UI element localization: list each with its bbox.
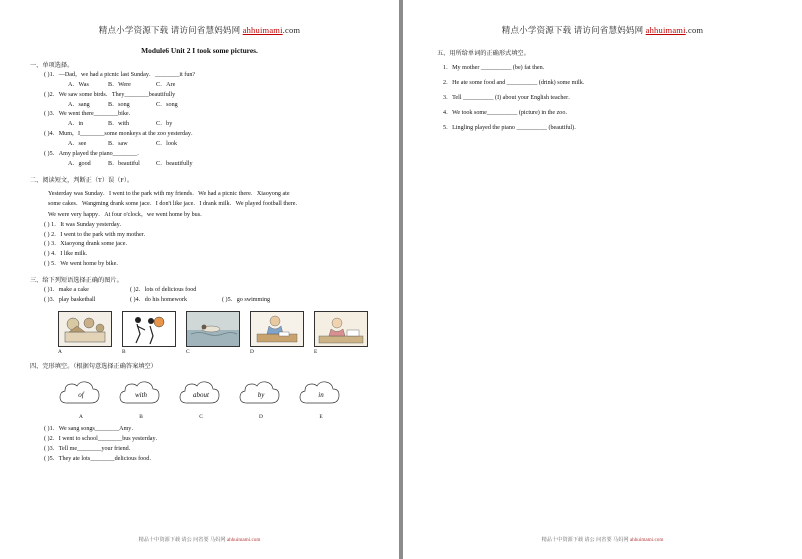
option-a: A．Was [68,81,89,88]
option-c: C．look [156,141,177,148]
section-3-heading: 三、给下列短语选择正确的图片。 [30,276,123,284]
section-2-heading: 二、阅读短文，判断正（T）误（F）。 [30,176,134,184]
picture-swimming-image [186,311,240,347]
picture-d [250,311,304,357]
cloze-item: ( )1．We sang songs________Amy． [44,426,138,433]
picture-e [314,311,368,357]
right-content [403,46,802,136]
match-item: ( )1．make a cake [44,287,89,293]
watermark-top-link: ahhuimami [242,25,283,35]
cloud-word-by [238,379,284,413]
option-a: A．in [68,121,84,128]
question-options [68,101,373,111]
passage-line: Yesterday was Sunday．I went to the park with my friends．We had a picnic there．Xiaoyong ate [48,190,290,197]
watermark-top-text: 精点小学资源下载 请访问省慧妈妈网 [98,25,243,35]
food-icon [315,312,367,346]
passage-line: some cakes．Wangming drank some jace．I don't like jace．I drank milk．We played football there． [48,201,302,208]
homework-icon [251,312,303,346]
cloud-word: with [134,390,148,399]
fill-blank-item: 3．Tell __________ (I) about your English teacher． [443,95,575,102]
picture-label: D [250,348,254,355]
option-a: A．see [68,141,87,148]
question-text: ( )5．Amy played the piano________． [44,150,144,157]
picture-label: A [58,348,62,355]
cloud-word: by [257,390,265,399]
page-left [0,0,399,559]
watermark-bottom-text: 精品十中资源下载 请公 问省要 马妈网 [541,537,629,543]
picture-row [58,311,373,357]
question-options [68,120,373,130]
tf-item: ( ) 3．Xiaoyong drank some jace． [44,241,132,248]
question-block [30,110,373,130]
picture-cake-image [58,311,112,347]
question-text: ( )1．—Dad，we had a picnic last Sunday．________it fun? [44,72,196,79]
cloud-label: C [199,413,203,420]
watermark-top-suffix: .com [685,25,704,35]
cloze-item: ( )3．Tell me________your friend． [44,445,135,452]
picture-food-image [314,311,368,347]
option-a: A．sang [68,101,90,108]
picture-label: C [186,348,190,355]
watermark-bottom-right [403,536,802,543]
cloud-label: E [319,413,323,420]
fill-blank-item: 2．He ate some food and __________ (drink) some milk． [443,80,589,87]
cloud-label: A [79,413,83,420]
cloud-word-bank [58,379,373,413]
question-options [68,81,373,91]
question-block [30,71,373,91]
reading-passage [48,189,373,221]
question-text: ( )2．We saw some birds．They________beautifully [44,91,176,98]
option-c: C．Are [156,81,176,88]
match-item: ( )2．lots of delicious food [130,287,197,293]
watermark-bottom-text: 精品十中资源下载 请公 问省要 马妈网 [138,537,226,543]
option-c: C．by [156,121,173,128]
cloze-item: ( )2．I went to school________bus yesterday． [44,436,162,443]
watermark-top-left [0,24,399,36]
cloud-word-in [298,379,344,413]
option-a: A．good [68,160,91,167]
question-block [30,130,373,150]
watermark-top-suffix: .com [282,25,301,35]
question-block [30,91,373,111]
cloud-label-row [58,413,373,422]
left-content [0,61,399,465]
picture-a [58,311,112,357]
section-1-heading: 一、单项选择。 [30,62,74,69]
match-item: ( )3．play basketball [44,296,96,303]
picture-label: E [314,348,318,355]
cloud-word: about [193,390,209,399]
question-text: ( )4．Mum，I________some monkeys at the zoo yesterday． [44,131,197,138]
watermark-bottom-link: ahhuimami.com [629,537,664,543]
passage-line: We were very happy．At four o'clock，we went home by bus． [48,212,207,218]
page-title: Module6 Unit 2 I took some pictures. [141,46,258,55]
watermark-bottom-link: ahhuimami.com [226,537,261,543]
match-item: ( )5．go swimming [222,296,271,303]
cloud-word-of [58,379,104,413]
section-4-heading: 四、完形填空。（根据句意选择正确答案填空） [30,363,157,371]
picture-label: B [122,348,126,355]
option-b: B．with [108,121,129,128]
option-b: B．beautiful [108,160,140,167]
option-c: C．song [156,101,178,108]
picture-homework-image [250,311,304,347]
picture-basketball-image [122,311,176,347]
cloud-word: in [318,390,324,399]
page-right [403,0,802,559]
option-b: B．saw [108,141,128,148]
question-block [30,150,373,170]
match-row [44,296,373,306]
basketball-icon [123,312,175,346]
cloze-item: ( )5．They ate lots________delicious food． [44,455,156,462]
fill-blank-item: 1．My mother __________ (be) fat then． [443,65,549,72]
question-options [68,160,373,170]
watermark-bottom-left [0,536,399,543]
tf-item: ( ) 5．We went home by bike． [44,261,123,268]
option-b: B．song [108,101,130,108]
fill-blank-item: 5．Lingling played the piano __________ (beautiful)． [443,124,581,131]
watermark-top-text: 精点小学资源下载 请访问省慧妈妈网 [501,25,646,35]
picture-b [122,311,176,357]
tf-item: ( ) 4．I like milk． [44,251,92,258]
match-row [44,286,373,296]
picture-c [186,311,240,357]
match-item: ( )4．do his homework [130,296,188,303]
tf-item: ( ) 2．I went to the park with my mother． [44,231,150,238]
cloud-word: of [78,390,84,399]
question-options [68,140,373,150]
watermark-top-link: ahhuimami [645,25,686,35]
tf-item: ( ) 1．It was Sunday yesterday． [44,221,126,228]
cloud-label: B [139,413,143,420]
cloud-word-about [178,379,224,413]
cake-icon [59,312,111,346]
option-c: C．beautifully [156,160,193,167]
cloud-label: D [259,413,263,420]
cloud-word-with [118,379,164,413]
question-text: ( )3．We went there________bike． [44,111,135,118]
fill-blank-item: 4．We took some__________ (picture) in the zoo． [443,109,572,116]
option-b: B．Were [108,81,131,88]
watermark-top-right [403,24,802,36]
section-5-heading: 五、用所给单词的正确形式填空。 [437,50,530,57]
swimming-icon [187,312,239,346]
